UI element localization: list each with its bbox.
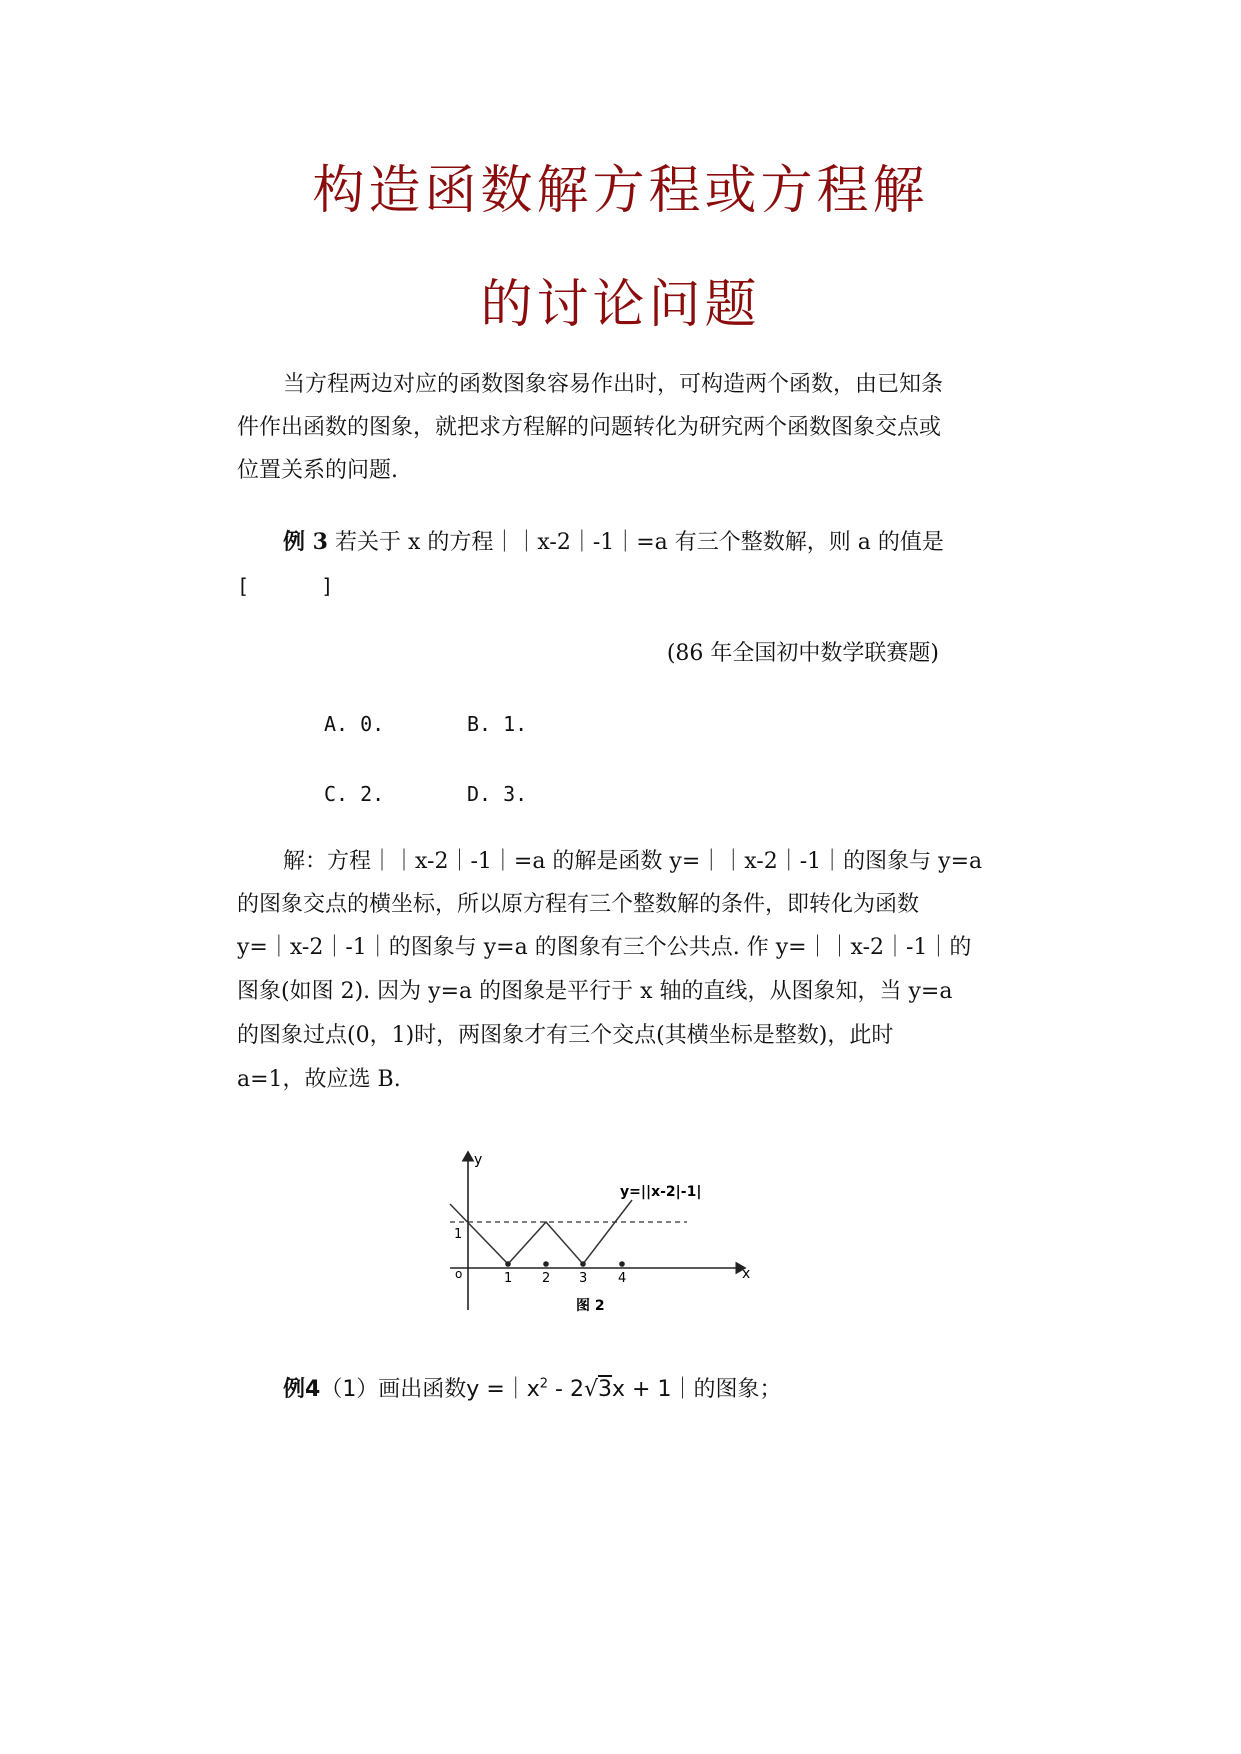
example4-line	[283, 1372, 781, 1403]
figure-2-graph	[440, 1140, 770, 1320]
function-curve	[450, 1200, 632, 1264]
option-d: D. 3.	[467, 782, 528, 806]
example4-text-after: x + 1｜的图象；	[612, 1377, 782, 1402]
example3-question	[283, 521, 944, 564]
x-tick-label-3: 3	[579, 1271, 588, 1286]
intro-line-1: 当方程两边对应的函数图象容易作出时，可构造两个函数，由已知条	[283, 372, 944, 397]
x-axis-label: x	[742, 1266, 751, 1282]
point-x4	[619, 1261, 625, 1267]
point-x1	[505, 1261, 511, 1267]
curve-label: y=||x-2|-1|	[620, 1184, 702, 1200]
document-title-line2: 的讨论问题	[480, 275, 761, 335]
example4-label: 例4	[283, 1377, 321, 1402]
example4-superscript: 2	[539, 1376, 549, 1392]
example3-source: (86 年全国初中数学联赛题)	[666, 641, 939, 666]
intro-line-2: 件作出函数的图象，就把求方程解的问题转化为研究两个函数图象交点或	[237, 415, 942, 440]
option-b: B. 1.	[467, 712, 528, 736]
answer-blank: [ ]	[237, 574, 334, 598]
figure-caption: 图 2	[576, 1298, 605, 1314]
solution-line-1: 解：方程｜｜x-2｜-1｜=a 的解是函数 y=｜｜x-2｜-1｜的图象与 y=a	[283, 849, 983, 874]
x-tick-label-2: 2	[542, 1271, 551, 1286]
y-axis-label: y	[474, 1152, 483, 1168]
origin-label: o	[455, 1267, 463, 1281]
example4-text-before: （1）画出函数y =｜x	[320, 1377, 540, 1402]
solution-line-6: a=1，故应选 B.	[237, 1067, 401, 1092]
solution-line-4: 图象(如图 2). 因为 y=a 的图象是平行于 x 轴的直线，从图象知，当 y=a	[237, 979, 953, 1004]
intro-line-3: 位置关系的问题.	[237, 458, 398, 483]
example4-text-mid: - 2	[548, 1377, 584, 1402]
solution-line-3: y=｜x-2｜-1｜的图象与 y=a 的图象有三个公共点. 作 y=｜｜x-2｜-1｜的	[237, 935, 972, 960]
x-tick-label-4: 4	[618, 1271, 627, 1286]
y-tick-label-1: 1	[454, 1227, 463, 1242]
solution-line-2: 的图象交点的横坐标，所以原方程有三个整数解的条件，即转化为函数	[237, 892, 920, 917]
example3-label: 例 3	[283, 529, 328, 555]
x-tick-label-1: 1	[504, 1271, 513, 1286]
sqrt-symbol: √	[583, 1377, 599, 1402]
example3-question-text: 若关于 x 的方程｜｜x-2｜-1｜=a 有三个整数解，则 a 的值是	[334, 530, 944, 555]
document-title-line1: 构造函数解方程或方程解	[312, 161, 929, 221]
solution-line-5: 的图象过点(0，1)时，两图象才有三个交点(其横坐标是整数)，此时	[237, 1023, 894, 1048]
option-a: A. 0.	[324, 712, 385, 736]
example4-sqrt-arg: 3	[598, 1377, 613, 1402]
option-c: C. 2.	[324, 782, 385, 806]
point-x2	[543, 1261, 549, 1267]
point-x3	[580, 1261, 586, 1267]
